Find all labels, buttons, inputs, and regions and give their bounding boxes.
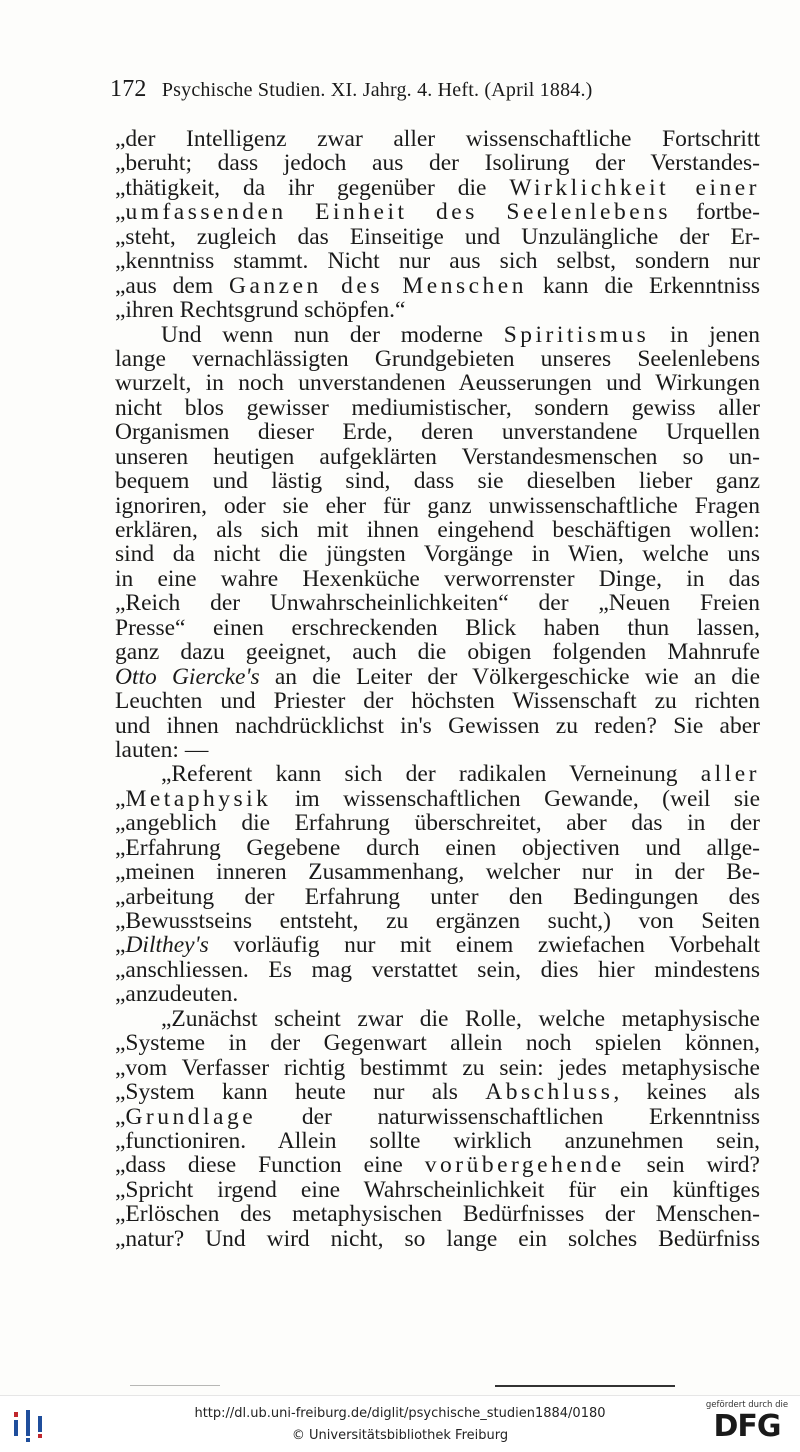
- text-line: [115, 542, 760, 566]
- text-run: sein wird?: [624, 1153, 760, 1178]
- text-line: [115, 445, 760, 469]
- text-run: „Referent kann sich der radikalen Verneinung: [161, 762, 701, 787]
- text-line: [115, 518, 760, 542]
- text-line: [115, 225, 760, 249]
- text-run: „ihren Rechtsgrund schöpfen.“: [115, 298, 406, 323]
- text-run: lauten: —: [115, 737, 209, 763]
- text-run: sind da nicht die jüngsten Vorgänge in Wien, welche uns: [115, 542, 760, 567]
- text-line: [115, 860, 760, 884]
- text-line: [115, 665, 760, 689]
- italic-name: Dilthey's: [125, 933, 209, 958]
- text-run: „Erlöschen des metaphysischen Bedürfnisses der Menschen-: [115, 1202, 760, 1227]
- text-line: [115, 909, 760, 933]
- text-run: „natur? Und wird nicht, so lange ein solches Bedürfniss: [115, 1226, 760, 1252]
- text-run: in eine wahre Hexenküche verworrenster Dinge, in das: [115, 566, 760, 592]
- text-run: „der Intelligenz zwar aller wissenschaftliche Fortschritt: [115, 127, 760, 152]
- text-run: an die Leiter der Völkergeschicke wie an die: [259, 664, 760, 690]
- text-line: [115, 640, 760, 664]
- text-line: [115, 1227, 760, 1251]
- text-run: „arbeitung der Erfahrung unter den Bedingungen des: [115, 884, 760, 909]
- text-line: [115, 714, 760, 738]
- text-line: [115, 762, 760, 786]
- text-run: „: [115, 200, 126, 225]
- text-run: „meinen inneren Zusammenhang, welcher nur in der Be-: [115, 860, 760, 885]
- text-run: „kenntniss stammt. Nicht nur aus sich selbst, sondern nur: [115, 249, 760, 274]
- spaced-emphasis: Ganzen des Menschen: [229, 273, 527, 299]
- running-title: Psychische Studien. XI. Jahrg. 4. Heft. (April 1884.): [161, 79, 593, 101]
- text-run: „anzudeuten.: [115, 982, 239, 1007]
- text-run: „Bewusstseins entsteht, zu ergänzen sucht,) von Seiten: [115, 909, 760, 934]
- text-run: „Erfahrung Gegebene durch einen objectiven und allge-: [115, 835, 760, 861]
- spaced-emphasis: Grundlage: [125, 1104, 257, 1129]
- text-line: [115, 420, 760, 444]
- text-run: „vom Verfasser richtig bestimmt zu sein: jedes metaphysische: [115, 1055, 760, 1081]
- text-line: [115, 396, 760, 420]
- spaced-emphasis: Spiritismus: [503, 322, 650, 347]
- text-line: [115, 249, 760, 273]
- text-run: kann die Erkenntniss: [526, 273, 760, 299]
- page-rule-left: [130, 1385, 220, 1386]
- italic-name: Otto Giercke's: [115, 664, 260, 690]
- spaced-emphasis: umfassenden Einheit des Seelenlebens: [125, 200, 672, 225]
- text-run: „anschliessen. Es mag verstattet sein, dies hier mindestens: [115, 957, 760, 983]
- text-run: „steht, zugleich das Einseitige und Unzulängliche der Er-: [115, 224, 760, 250]
- spaced-emphasis: Abschluss: [485, 1080, 614, 1105]
- text-run: „System kann heute nur als: [115, 1080, 486, 1105]
- text-line: [115, 1153, 760, 1177]
- source-url-link[interactable]: http://dl.ub.uni-freiburg.de/diglit/psychische_studien1884/0180: [194, 1406, 606, 1421]
- text-line: [115, 298, 760, 322]
- text-run: erklären, als sich mit ihnen eingehend beschäftigen wollen:: [115, 518, 760, 543]
- text-run: „: [115, 933, 126, 958]
- text-run: im wissenschaftlichen Gewande, (weil sie: [271, 786, 760, 812]
- text-line: [115, 323, 760, 347]
- text-line: [115, 1202, 760, 1226]
- text-line: [115, 176, 760, 200]
- text-run: „dass diese Function eine: [115, 1153, 425, 1178]
- text-run: und ihnen nachdrücklichst in's Gewissen zu reden? Sie aber: [115, 713, 760, 738]
- page-number: 172: [110, 76, 147, 102]
- text-line: [115, 885, 760, 909]
- text-run: „thätigkeit, da ihr gegenüber die: [115, 175, 510, 201]
- text-line: [115, 469, 760, 493]
- text-run: „beruht; dass jedoch aus der Isolirung der Verstandes-: [115, 151, 760, 176]
- text-run: in jenen: [649, 322, 760, 347]
- text-line: [115, 689, 760, 713]
- page-rule-right: [495, 1385, 675, 1387]
- text-line: [115, 1056, 760, 1080]
- text-line: [115, 1031, 760, 1055]
- running-head: [110, 76, 760, 106]
- text-line: [115, 1007, 760, 1031]
- text-line: [115, 1105, 760, 1129]
- text-run: ganz dazu geeignet, auch die obigen folgenden Mahnrufe: [115, 640, 760, 665]
- spaced-emphasis: Metaphysik: [125, 786, 272, 812]
- text-run: „angeblich die Erfahrung überschreitet, aber das in der: [115, 811, 760, 836]
- text-run: „Spricht irgend eine Wahrscheinlichkeit für ein künftiges: [115, 1177, 760, 1203]
- text-line: [115, 836, 760, 860]
- spaced-emphasis: aller: [700, 762, 760, 787]
- spaced-emphasis: Wirklichkeit einer: [509, 175, 760, 201]
- text-run: unseren heutigen aufgeklärten Verstandesmenschen so un-: [115, 444, 760, 470]
- text-line: [115, 347, 760, 371]
- spaced-emphasis: vorübergehende: [424, 1153, 625, 1178]
- text-line: [115, 1080, 760, 1104]
- text-run: „functioniren. Allein sollte wirklich anzunehmen sein,: [115, 1128, 760, 1154]
- text-run: Organismen dieser Erde, deren unverstandene Urquellen: [115, 420, 760, 445]
- text-run: „Systeme in der Gegenwart allein noch spielen können,: [115, 1031, 760, 1056]
- text-line: [115, 127, 760, 151]
- text-run: ignoriren, oder sie eher für ganz unwissenschaftliche Fragen: [115, 493, 760, 518]
- text-run: Und wenn nun der moderne: [161, 322, 504, 347]
- copyright-notice: © Universitätsbibliothek Freiburg: [291, 1428, 509, 1443]
- text-line: [115, 151, 760, 175]
- viewer-footer: [0, 1395, 800, 1452]
- dfg-logo: [702, 1400, 792, 1448]
- text-run: „Zunächst scheint zwar die Rolle, welche metaphysische: [161, 1006, 760, 1032]
- text-run: lange vernachlässigten Grundgebieten unseres Seelenlebens: [115, 346, 760, 372]
- text-line: [115, 787, 760, 811]
- text-line: [115, 933, 760, 957]
- body-text: [115, 127, 760, 1251]
- text-line: [115, 371, 760, 395]
- text-line: [115, 738, 760, 762]
- dfg-mark: DFG: [713, 1409, 781, 1444]
- text-line: [115, 567, 760, 591]
- text-run: fortbe-: [671, 200, 760, 225]
- text-line: [115, 958, 760, 982]
- text-run: „aus dem: [115, 273, 230, 299]
- text-line: [115, 591, 760, 615]
- text-line: [115, 274, 760, 298]
- text-line: [115, 616, 760, 640]
- text-line: [115, 982, 760, 1006]
- text-run: Leuchten und Priester der höchsten Wissenschaft zu richten: [115, 689, 760, 714]
- text-run: „: [115, 1104, 126, 1129]
- text-line: [115, 1129, 760, 1153]
- dfg-caption: gefördert durch die: [705, 1400, 789, 1410]
- text-line: [115, 200, 760, 224]
- text-run: nicht blos gewisser mediumistischer, sondern gewiss aller: [115, 395, 760, 421]
- text-run: , keines als: [613, 1080, 760, 1105]
- text-line: [115, 811, 760, 835]
- text-line: [115, 494, 760, 518]
- text-run: bequem und lästig sind, dass sie dieselben lieber ganz: [115, 469, 760, 494]
- text-run: der naturwissenschaftlichen Erkenntniss: [256, 1104, 760, 1129]
- text-run: „: [115, 786, 126, 812]
- text-run: vorläufig nur mit einem zwiefachen Vorbehalt: [208, 933, 760, 958]
- text-line: [115, 1178, 760, 1202]
- text-run: Presse“ einen erschreckenden Blick haben thun lassen,: [115, 615, 760, 641]
- text-run: „Reich der Unwahrscheinlichkeiten“ der „Neuen Freien: [115, 591, 760, 616]
- text-run: wurzelt, in noch unverstandenen Aeusserungen und Wirkungen: [115, 371, 760, 396]
